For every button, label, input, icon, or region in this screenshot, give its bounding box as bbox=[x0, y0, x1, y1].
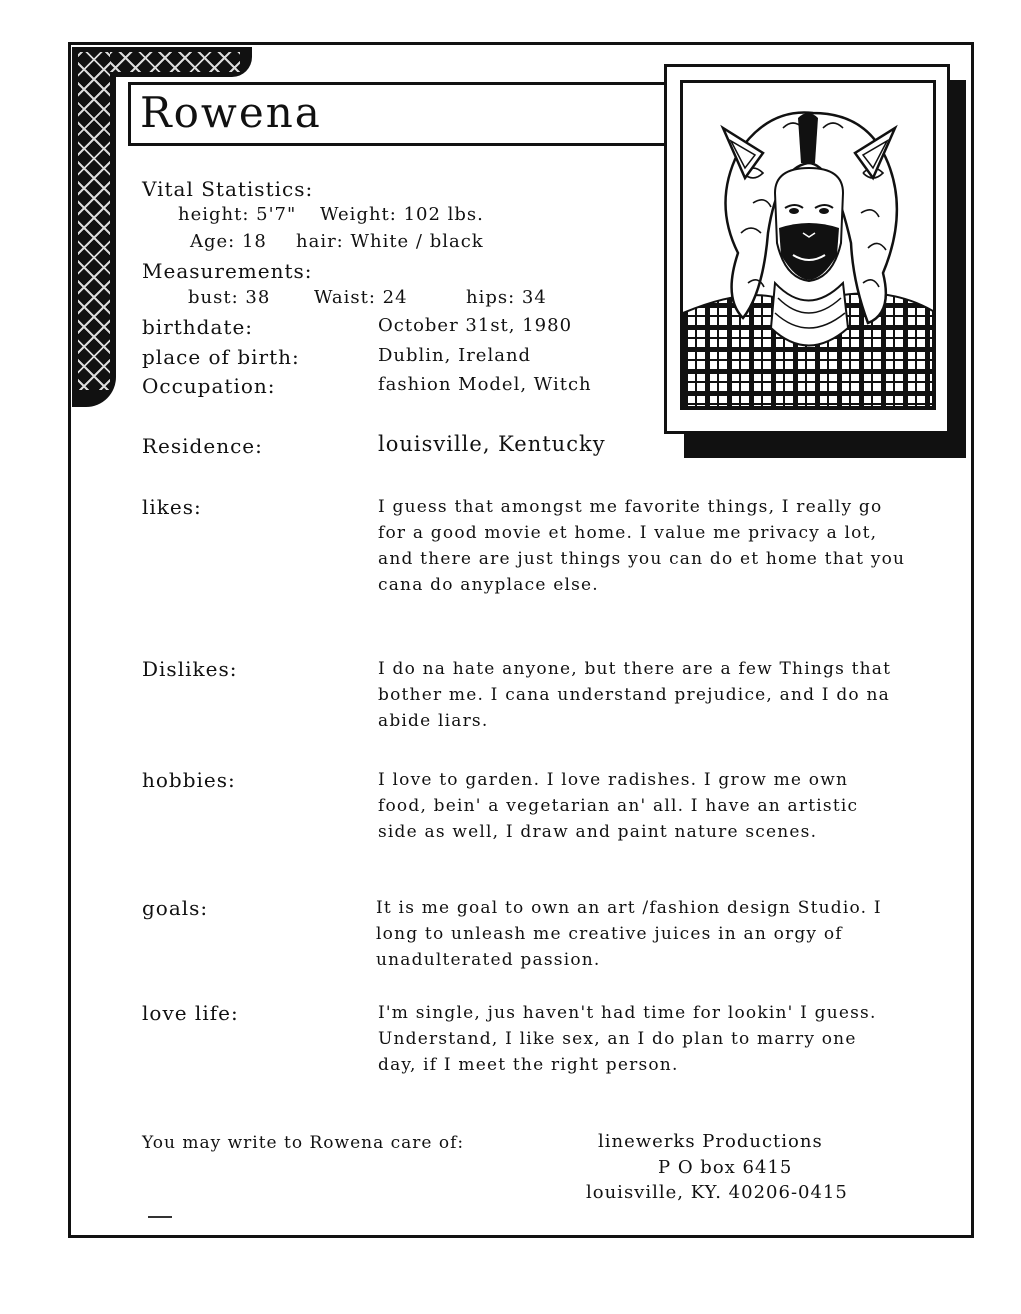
height-value: height: 5'7" bbox=[178, 204, 297, 225]
dislikes-text: I do na hate anyone, but there are a few Things that bother me. I cana understand prejudice, and I do na abide liars. bbox=[378, 659, 892, 731]
character-portrait bbox=[680, 80, 936, 410]
portrait-illustration-icon bbox=[683, 83, 933, 407]
goals-label: goals: bbox=[142, 896, 209, 920]
birthdate-value: October 31st, 1980 bbox=[378, 315, 573, 336]
hair-value: hair: White / black bbox=[296, 231, 484, 252]
birthdate-label: birthdate: bbox=[142, 315, 254, 339]
likes-text: I guess that amongst me favorite things, I really go for a good movie et home. I value me privacy a lot, and there are just things you can do et home that you cana do anyplace else. bbox=[378, 497, 906, 595]
contact-line-2: P O box 6415 bbox=[658, 1157, 793, 1178]
measurements-heading: Measurements: bbox=[142, 259, 313, 283]
weight-value: Weight: 102 lbs. bbox=[320, 204, 484, 225]
likes-label: likes: bbox=[142, 495, 202, 519]
waist-value: Waist: 24 bbox=[314, 287, 408, 308]
contact-line-1: linewerks Productions bbox=[598, 1131, 823, 1152]
lovelife-label: love life: bbox=[142, 1001, 239, 1025]
knot-pattern-icon bbox=[78, 52, 110, 390]
dislikes-label: Dislikes: bbox=[142, 657, 238, 681]
knot-pattern-top-icon bbox=[110, 52, 240, 72]
age-value: Age: 18 bbox=[190, 231, 267, 252]
hips-value: hips: 34 bbox=[466, 287, 547, 308]
occupation-value: fashion Model, Witch bbox=[378, 374, 592, 395]
residence-value: louisville, Kentucky bbox=[378, 432, 606, 456]
contact-lead: You may write to Rowena care of: bbox=[142, 1133, 465, 1153]
occupation-label: Occupation: bbox=[142, 374, 276, 398]
hobbies-text: I love to garden. I love radishes. I grow me own food, bein' a vegetarian an' all. I have an artistic side as well, I draw and paint nature scenes. bbox=[378, 770, 859, 842]
page-title: Rowena bbox=[140, 88, 322, 137]
lovelife-text: I'm single, jus haven't had time for lookin' I guess. Understand, I like sex, an I do plan to marry one day, if I meet the right person. bbox=[378, 1003, 877, 1075]
birthplace-label: place of birth: bbox=[142, 345, 300, 369]
hobbies-label: hobbies: bbox=[142, 768, 236, 792]
contact-line-3: louisville, KY. 40206-0415 bbox=[586, 1182, 848, 1203]
vital-statistics-heading: Vital Statistics: bbox=[142, 177, 314, 201]
birthplace-value: Dublin, Ireland bbox=[378, 345, 532, 366]
bust-value: bust: 38 bbox=[188, 287, 271, 308]
residence-label: Residence: bbox=[142, 434, 263, 458]
stray-mark bbox=[148, 1216, 172, 1218]
goals-text: It is me goal to own an art /fashion design Studio. I long to unleash me creative juices in an orgy of unadulterated passion. bbox=[376, 898, 882, 970]
